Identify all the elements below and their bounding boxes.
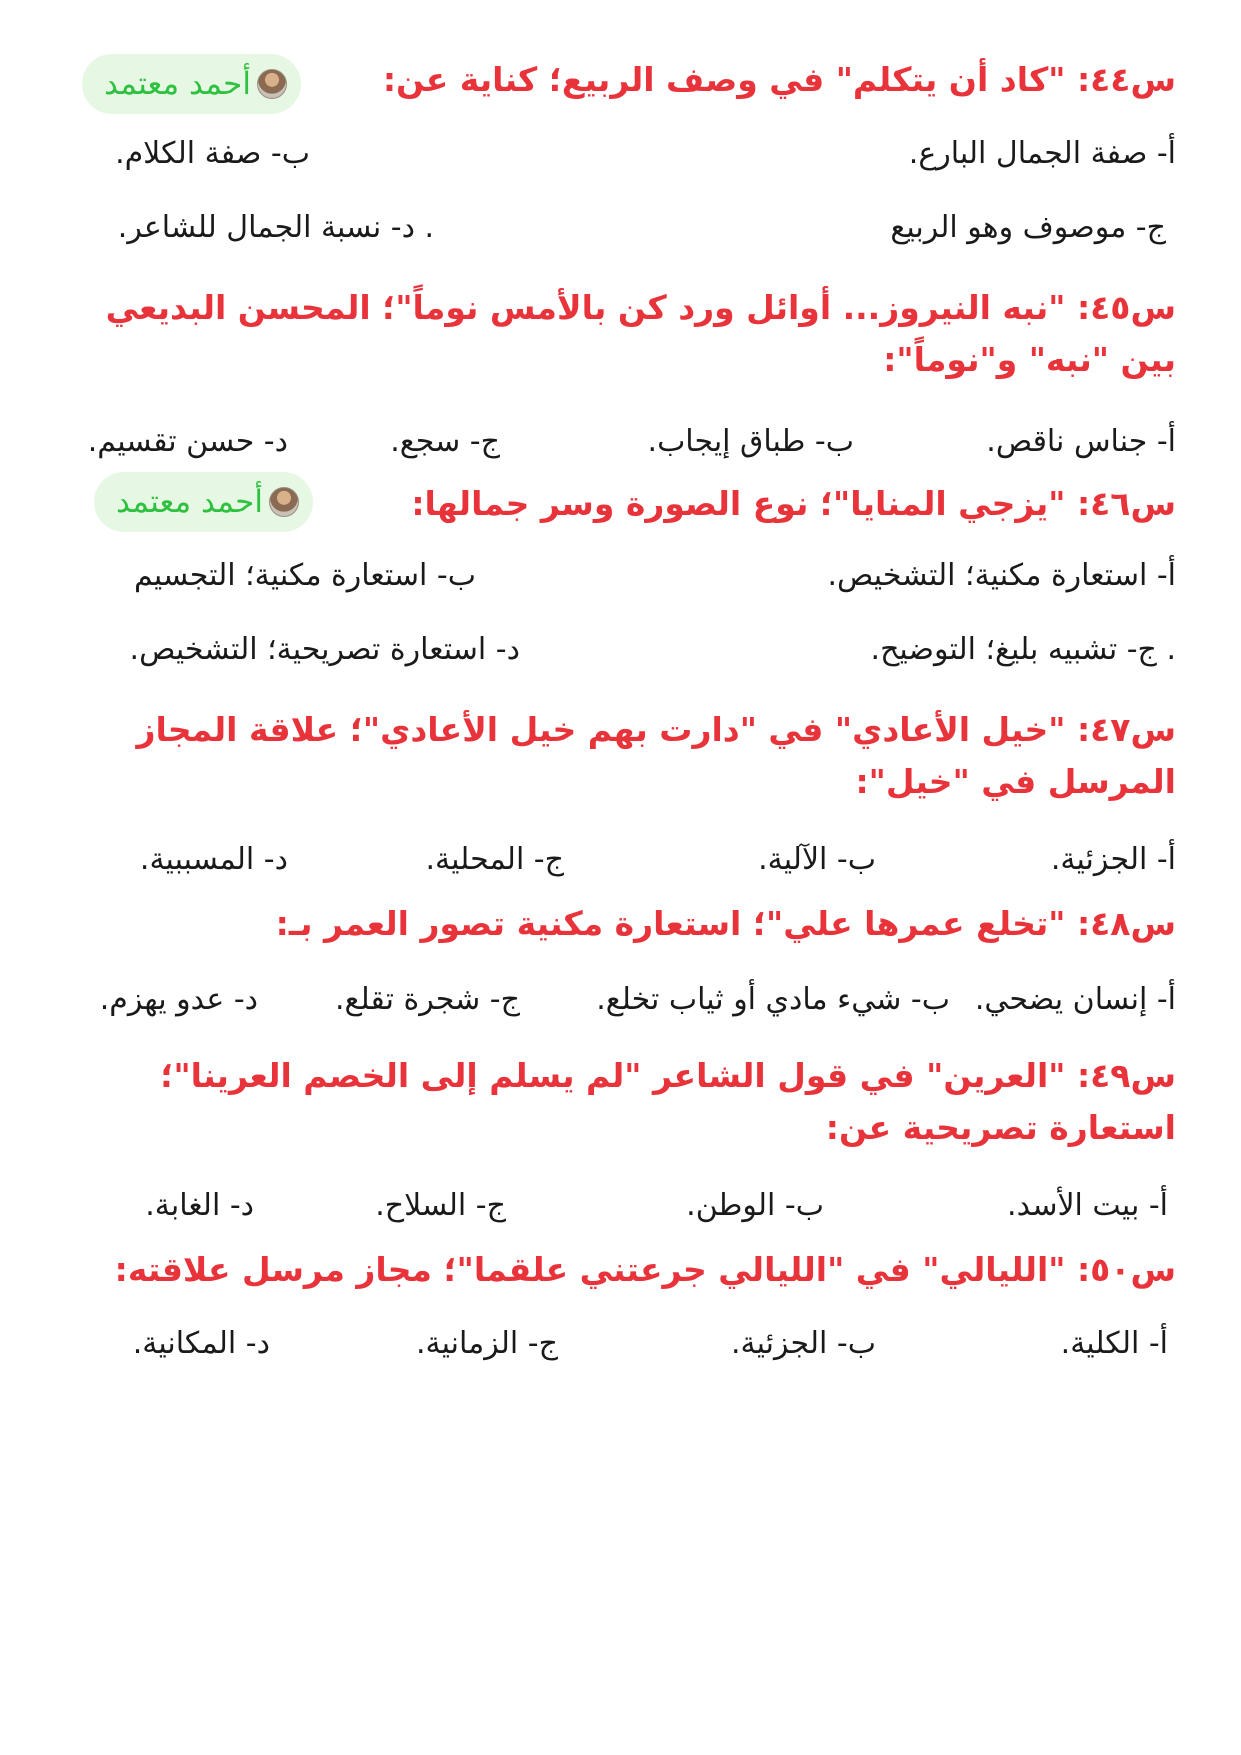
- option-b: ب- استعارة مكنية؛ التجسيم: [133, 558, 476, 593]
- options-row: [60, 970, 1176, 1030]
- option-c: . ج- تشبيه بليغ؛ التوضيح.: [870, 632, 1176, 667]
- option-a: أ- إنسان يضحي.: [974, 982, 1176, 1017]
- option-a: أ- صفة الجمال البارع.: [908, 136, 1176, 171]
- option-c: ج- الزمانية.: [416, 1326, 558, 1361]
- option-b: ب- شيء مادي أو ثياب تخلع.: [596, 982, 950, 1017]
- option-c: ج- موصوف وهو الربيع: [890, 210, 1166, 245]
- question-48: [60, 898, 1176, 1030]
- option-d: د- استعارة تصريحية؛ التشخيص.: [129, 632, 520, 667]
- option-d: د- المسببية.: [139, 842, 288, 877]
- question-title: س٤٥: "نبه النيروز... أوائل ورد كن بالأمس نوماً"؛ المحسن البديعي بين "نبه" و"نوماً":: [105, 288, 1176, 379]
- option-c: ج- شجرة تقلع.: [335, 982, 520, 1017]
- option-c: ج- السلاح.: [375, 1188, 506, 1223]
- options-row: [60, 620, 1176, 680]
- option-b: ب- الآلية.: [758, 842, 876, 877]
- question-50: [60, 1244, 1176, 1374]
- option-d: د- عدو يهزم.: [99, 982, 258, 1017]
- question-title: س٤٩: "العرين" في قول الشاعر "لم يسلم إلى الخصم العرينا"؛ استعارة تصريحية عن:: [160, 1056, 1176, 1147]
- options-row: [60, 124, 1176, 184]
- question-45: [60, 282, 1176, 472]
- option-a: أ- جناس ناقص.: [986, 424, 1176, 459]
- question-47: [60, 704, 1176, 890]
- question-title: س٤٧: "خيل الأعادي" في "دارت بهم خيل الأعادي"؛ علاقة المجاز المرسل في "خيل":: [136, 710, 1176, 801]
- option-a: أ- الكلية.: [1060, 1326, 1168, 1361]
- option-b: ب- صفة الكلام.: [115, 136, 310, 171]
- question-44: [60, 54, 1176, 258]
- option-c: ج- المحلية.: [425, 842, 564, 877]
- question-46: [60, 478, 1176, 680]
- option-d: د- حسن تقسيم.: [87, 424, 288, 459]
- option-d: . د- نسبة الجمال للشاعر.: [117, 210, 434, 245]
- question-title: س٥٠: "الليالي" في "الليالي جرعتني علقما"؛ مجاز مرسل علاقته:: [114, 1250, 1176, 1289]
- options-row: [60, 198, 1176, 258]
- author-name: أحمد معتمد: [104, 66, 251, 102]
- options-row: [60, 412, 1176, 472]
- option-a: أ- الجزئية.: [1050, 842, 1176, 877]
- options-row: [60, 1314, 1176, 1374]
- question-title: س٤٤: "كاد أن يتكلم" في وصف الربيع؛ كناية عن:: [382, 60, 1176, 99]
- options-row: [60, 546, 1176, 606]
- option-a: أ- بيت الأسد.: [1007, 1188, 1168, 1223]
- option-c: ج- سجع.: [390, 424, 500, 459]
- question-title: س٤٨: "تخلع عمرها علي"؛ استعارة مكنية تصور العمر بـ:: [275, 904, 1176, 943]
- options-row: [60, 830, 1176, 890]
- option-a: أ- استعارة مكنية؛ التشخيص.: [827, 558, 1176, 593]
- option-b: ب- طباق إيجاب.: [647, 424, 854, 459]
- question-49: [60, 1050, 1176, 1236]
- options-row: [60, 1176, 1176, 1236]
- option-d: د- الغابة.: [145, 1188, 254, 1223]
- option-b: ب- الجزئية.: [730, 1326, 876, 1361]
- author-name: أحمد معتمد: [116, 484, 263, 520]
- question-title: س٤٦: "يزجي المنايا"؛ نوع الصورة وسر جمالها:: [411, 484, 1176, 523]
- option-b: ب- الوطن.: [686, 1188, 824, 1223]
- option-d: د- المكانية.: [132, 1326, 270, 1361]
